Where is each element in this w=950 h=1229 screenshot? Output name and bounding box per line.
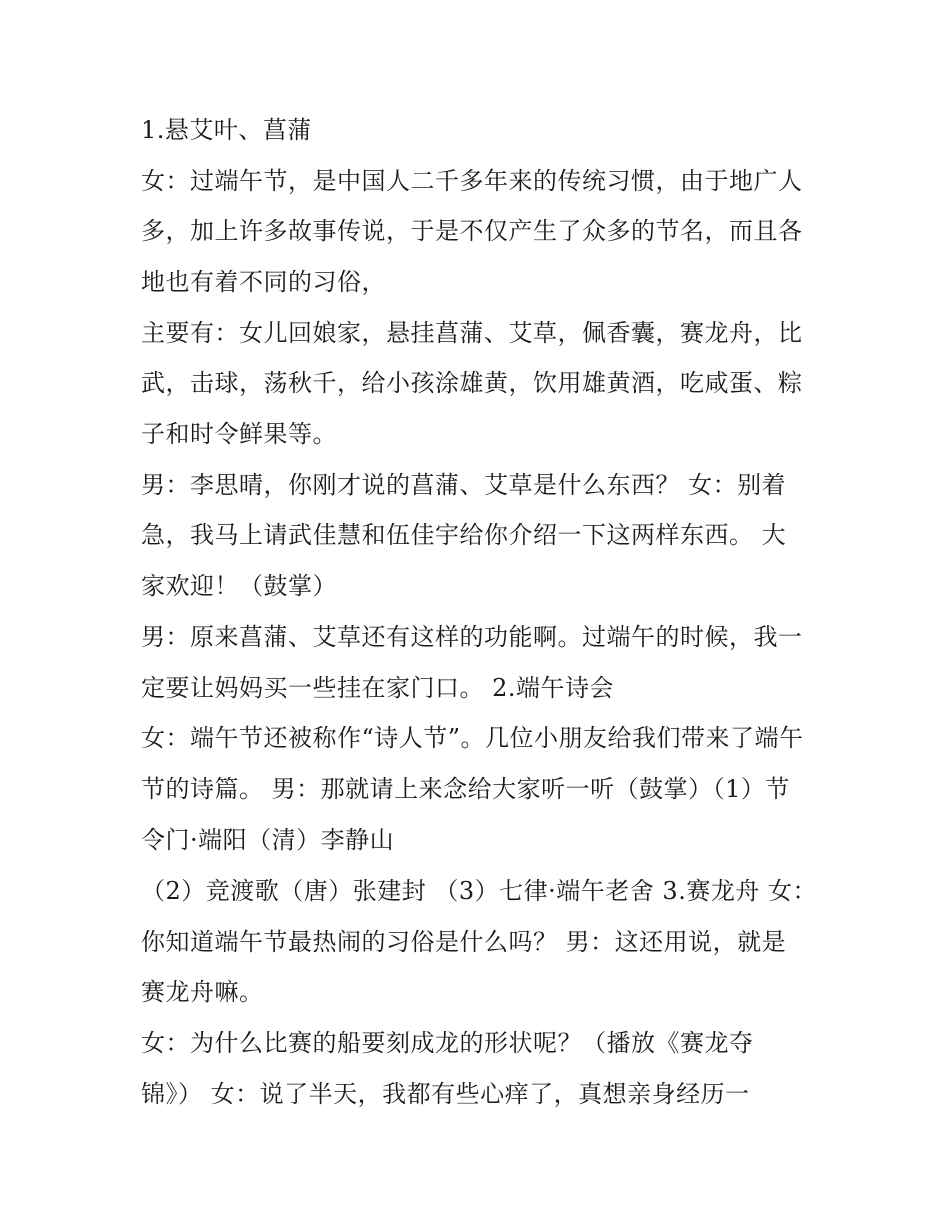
text-line: 子和时令鲜果等。 <box>141 420 337 448</box>
text-line: 主要有：女儿回娘家，悬挂菖蒲、艾草，佩香囊，赛龙舟，比 <box>141 319 803 347</box>
text-line: 男：李思晴，你刚才说的菖蒲、艾草是什么东西？ 女：别着 <box>141 471 787 499</box>
text-line: 1.悬艾叶、菖蒲 <box>141 116 312 144</box>
text-line: 家欢迎！（鼓掌） <box>141 572 337 600</box>
text-line: （2）竞渡歌（唐）张建封 （3）七律·端午老舍 3.赛龙舟 女： <box>141 877 817 905</box>
text-line: 女：端午节还被称作“诗人节”。几位小朋友给我们带来了端午 <box>141 724 804 752</box>
text-line: 急，我马上请武佳慧和伍佳宇给你介绍一下这两样东西。 大 <box>141 521 787 549</box>
text-line: 赛龙舟嘛。 <box>141 978 264 1006</box>
text-line: 你知道端午节最热闹的习俗是什么吗？ 男：这还用说，就是 <box>141 928 787 956</box>
text-line: 男：原来菖蒲、艾草还有这样的功能啊。过端午的时候，我一 <box>141 623 803 651</box>
text-line: 令门·端阳（清）李静山 <box>141 826 395 854</box>
text-line: 女：为什么比赛的船要刻成龙的形状呢？（播放《赛龙夺 <box>141 1029 754 1057</box>
text-line: 地也有着不同的习俗， <box>141 268 386 296</box>
text-line: 节的诗篇。 男：那就请上来念给大家听一听（鼓掌）（1）节 <box>141 775 790 803</box>
text-line: 武，击球，荡秋千，给小孩涂雄黄，饮用雄黄酒，吃咸蛋、粽 <box>141 369 803 397</box>
text-line: 锦》） 女：说了半天，我都有些心痒了，真想亲身经历一 <box>141 1080 750 1108</box>
text-line: 定要让妈妈买一些挂在家门口。 2.端午诗会 <box>141 674 615 702</box>
text-line: 多，加上许多故事传说，于是不仅产生了众多的节名，而且各 <box>141 217 803 245</box>
text-line: 女：过端午节，是中国人二千多年来的传统习惯，由于地广人 <box>141 167 803 195</box>
